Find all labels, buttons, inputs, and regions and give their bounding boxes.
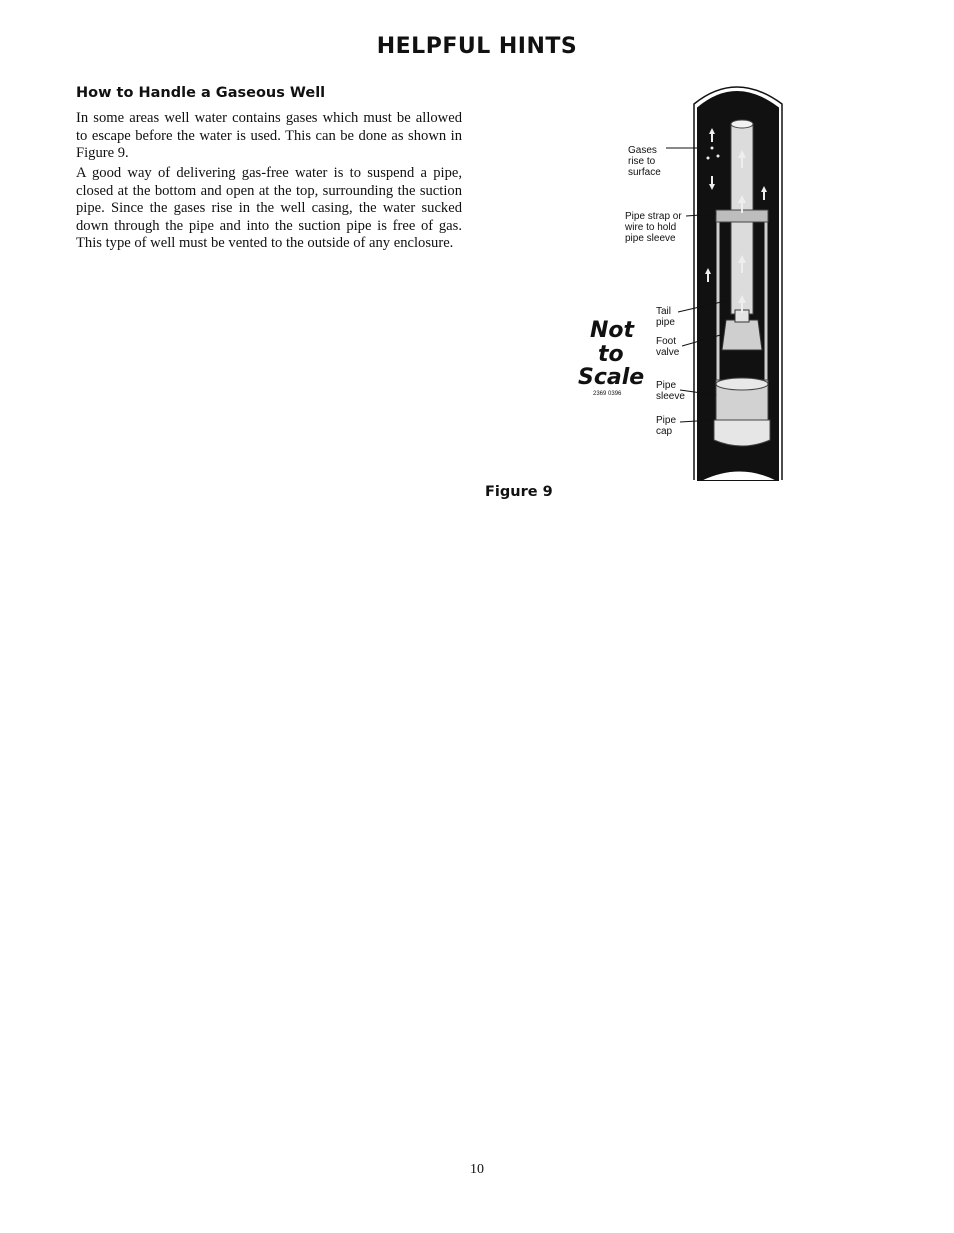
- svg-text:Scale: Scale: [578, 365, 645, 390]
- label-pipe-cap: Pipe cap: [656, 415, 677, 437]
- label-gases: Gases rise to surface: [628, 145, 661, 178]
- label-pipe-sleeve: Pipe sleeve: [656, 380, 685, 402]
- page-number: 10: [470, 1162, 484, 1177]
- pipe-cap: [714, 420, 770, 446]
- intro-paragraph: In some areas well water contains gases which must be allowed to escape before the water is used. This can be done as shown in Figure 9.: [76, 110, 462, 161]
- section-heading: How to Handle a Gaseous Well: [76, 85, 326, 101]
- page-title: HELPFUL HINTS: [376, 34, 578, 59]
- not-to-scale-note: [578, 318, 644, 390]
- method-paragraph: A good way of delivering gas-free water is to suspend a pipe, closed at the bottom and open at the top, surrounding the suction pipe. Since the gases rise in the well casing, the water sucked down through the pipe and into the suction pipe is free of gas. This type of well must be vented to the outside of any enclosure.: [76, 165, 462, 251]
- svg-text:Not: Not: [590, 318, 635, 343]
- label-tail-pipe: Tail pipe: [656, 306, 675, 328]
- svg-text:to: to: [598, 342, 624, 367]
- well-diagram: [560, 80, 790, 485]
- label-foot-valve: Foot valve: [656, 336, 680, 358]
- foot-valve: [722, 320, 762, 350]
- figure-code: 2369 0396: [593, 391, 622, 397]
- figure-caption: Figure 9: [485, 484, 553, 500]
- label-pipe-strap: Pipe strap or wire to hold pipe sleeve: [625, 211, 682, 244]
